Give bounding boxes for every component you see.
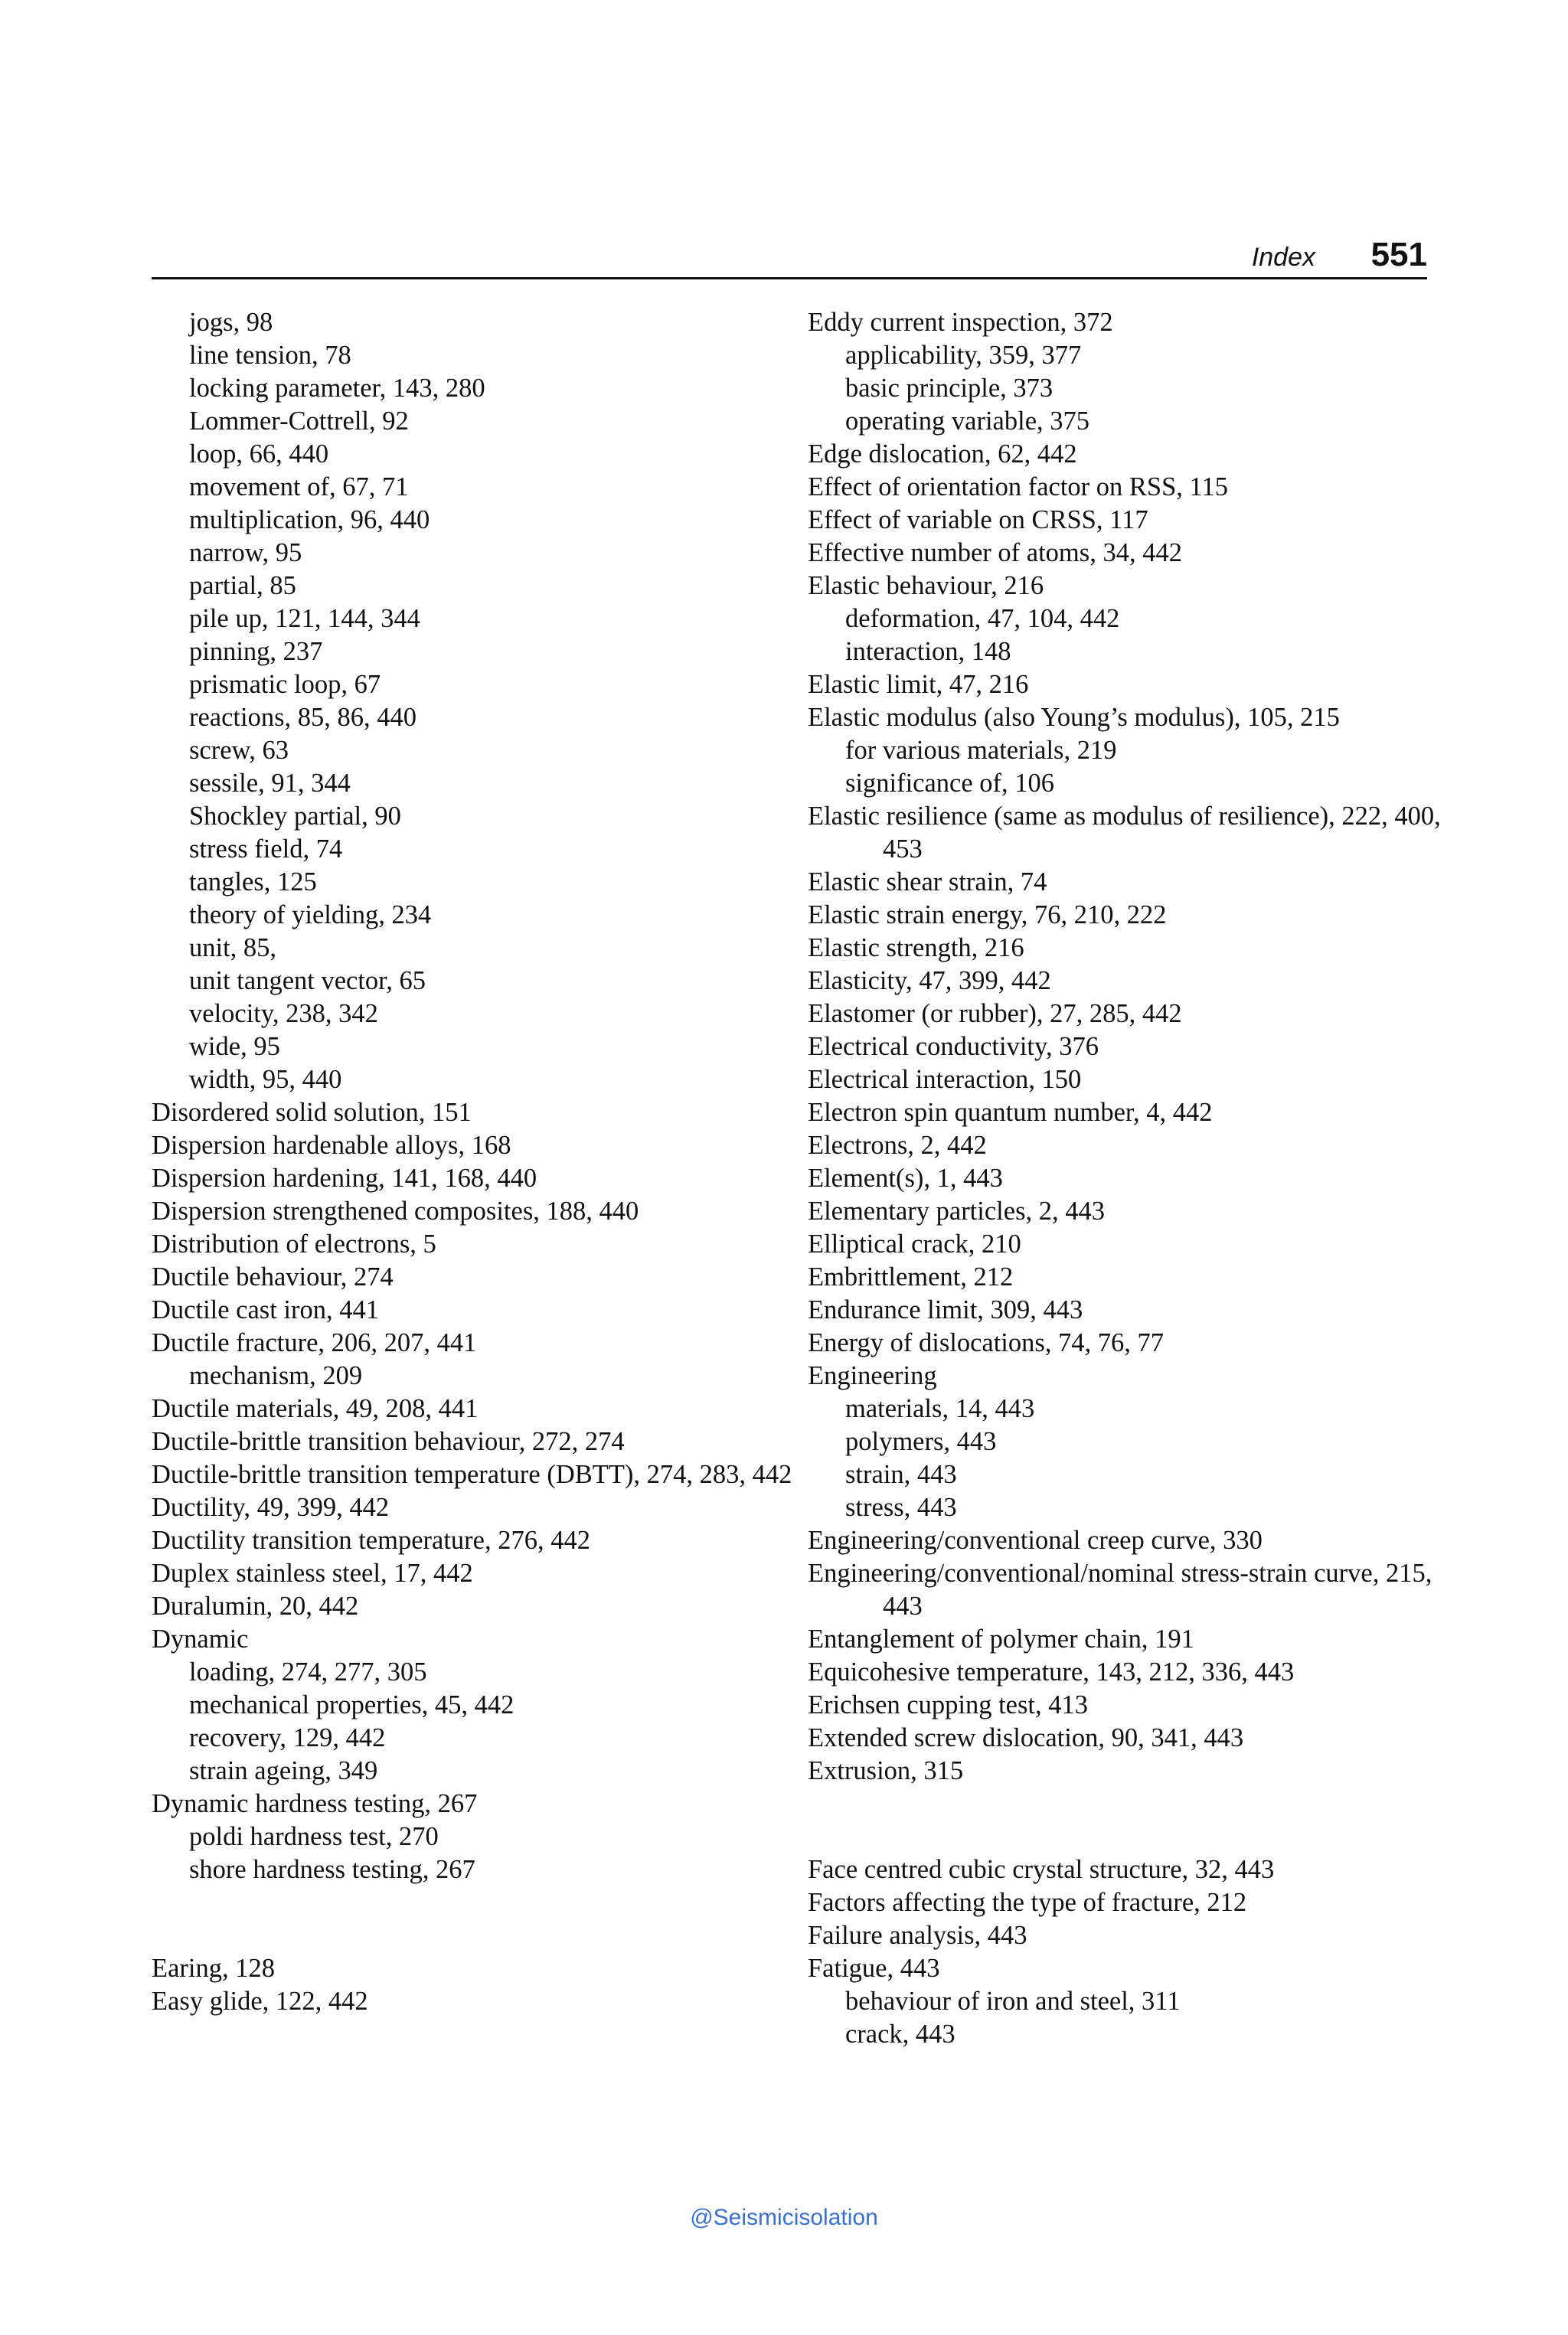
index-entry: Electrical interaction, 150 [808, 1065, 1082, 1094]
index-entry: Ductility, 49, 399, 442 [152, 1493, 390, 1522]
index-entry: Elastic shear strain, 74 [808, 867, 1047, 896]
index-entry: Effective number of atoms, 34, 442 [808, 538, 1182, 567]
index-entry: Dynamic hardness testing, 267 [152, 1789, 478, 1818]
index-entry: Elasticity, 47, 399, 442 [808, 966, 1051, 995]
index-subentry: multiplication, 96, 440 [189, 505, 430, 534]
index-subentry: for various materials, 219 [845, 736, 1117, 765]
index-entry: Effect of orientation factor on RSS, 115 [808, 472, 1229, 501]
index-subentry: reactions, 85, 86, 440 [189, 703, 417, 732]
index-subentry: strain ageing, 349 [189, 1756, 378, 1785]
index-subentry: materials, 14, 443 [845, 1394, 1035, 1423]
index-entry: Disordered solid solution, 151 [152, 1098, 472, 1127]
index-subentry: behaviour of iron and steel, 311 [845, 1987, 1181, 2016]
index-subentry: narrow, 95 [189, 538, 302, 567]
index-entry: Elliptical crack, 210 [808, 1230, 1021, 1259]
index-entry: Ductile behaviour, 274 [152, 1262, 394, 1292]
index-subentry: interaction, 148 [845, 637, 1011, 666]
index-entry: Ductile materials, 49, 208, 441 [152, 1394, 479, 1423]
page-number: 551 [1370, 236, 1427, 273]
index-entry: Dynamic [152, 1625, 249, 1654]
index-entry: Electrons, 2, 442 [808, 1131, 987, 1160]
index-entry: Ductile-brittle transition behaviour, 272, 274 [152, 1427, 625, 1456]
index-entry: Earing, 128 [152, 1954, 275, 1983]
index-column-right [808, 306, 1466, 2051]
index-subentry: strain, 443 [845, 1460, 957, 1489]
index-subentry: screw, 63 [189, 736, 289, 765]
index-subentry: theory of yielding, 234 [189, 900, 432, 929]
index-subentry: pinning, 237 [189, 637, 323, 666]
index-entry: Ductile fracture, 206, 207, 441 [152, 1328, 477, 1357]
index-subentry: locking parameter, 143, 280 [189, 374, 485, 403]
watermark: @Seismicisolation [690, 2205, 878, 2230]
index-subentry: Shockley partial, 90 [189, 802, 401, 831]
index-entry: Effect of variable on CRSS, 117 [808, 505, 1148, 534]
index-subentry: deformation, 47, 104, 442 [845, 604, 1120, 633]
index-entry: Failure analysis, 443 [808, 1921, 1027, 1950]
index-entry: Factors affecting the type of fracture, 212 [808, 1888, 1247, 1917]
index-subentry: movement of, 67, 71 [189, 472, 409, 501]
index-subentry: crack, 443 [845, 2020, 956, 2049]
index-subentry: basic principle, 373 [845, 374, 1054, 403]
letter-group-gap [152, 1886, 810, 1952]
index-subentry: sessile, 91, 344 [189, 769, 351, 798]
index-entry: Embrittlement, 212 [808, 1262, 1014, 1292]
index-subentry: velocity, 238, 342 [189, 999, 378, 1028]
index-subentry: polymers, 443 [845, 1427, 997, 1456]
index-subentry: loading, 274, 277, 305 [189, 1657, 427, 1687]
header-section-label: Index [1251, 243, 1315, 272]
index-entry: Extended screw dislocation, 90, 341, 443 [808, 1723, 1244, 1752]
index-entry: Distribution of electrons, 5 [152, 1230, 436, 1259]
index-subentry: loop, 66, 440 [189, 439, 329, 469]
index-entry: Elastic strength, 216 [808, 933, 1024, 962]
index-entry: Face centred cubic crystal structure, 32, 443 [808, 1855, 1275, 1884]
index-subentry: pile up, 121, 144, 344 [189, 604, 420, 633]
index-subentry: line tension, 78 [189, 341, 351, 370]
index-entry: Engineering/conventional creep curve, 330 [808, 1526, 1263, 1555]
index-entry: Elementary particles, 2, 443 [808, 1197, 1105, 1226]
index-subentry: wide, 95 [189, 1032, 280, 1061]
index-subentry: width, 95, 440 [189, 1065, 342, 1094]
index-column-left [152, 306, 810, 2018]
index-subentry: poldi hardness test, 270 [189, 1822, 439, 1851]
letter-group-gap [808, 1788, 1466, 1853]
index-subentry: mechanical properties, 45, 442 [189, 1690, 514, 1719]
index-subentry: significance of, 106 [845, 769, 1055, 798]
index-subentry: unit, 85, [189, 933, 277, 962]
index-entry: Elastic strain energy, 76, 210, 222 [808, 900, 1167, 929]
index-entry: Duralumin, 20, 442 [152, 1592, 359, 1621]
index-entry: Engineering/conventional/nominal stress-strain curve, 215, 443 [808, 1559, 1432, 1621]
index-entry: Elastomer (or rubber), 27, 285, 442 [808, 999, 1182, 1028]
index-entry: Ductile-brittle transition temperature (DBTT), 274, 283, 442 [152, 1460, 792, 1489]
index-subentry: applicability, 359, 377 [845, 341, 1082, 370]
index-entry: Element(s), 1, 443 [808, 1164, 1003, 1193]
index-subentry: stress field, 74 [189, 834, 343, 864]
index-entry: Electron spin quantum number, 4, 442 [808, 1098, 1213, 1127]
index-subentry: prismatic loop, 67 [189, 670, 381, 699]
index-entry: Eddy current inspection, 372 [808, 308, 1113, 337]
index-entry: Energy of dislocations, 74, 76, 77 [808, 1328, 1165, 1357]
index-subentry: stress, 443 [845, 1493, 957, 1522]
index-entry: Ductility transition temperature, 276, 442 [152, 1526, 590, 1555]
index-entry: Engineering [808, 1361, 937, 1390]
index-subentry: operating variable, 375 [845, 407, 1090, 436]
index-entry: Entanglement of polymer chain, 191 [808, 1625, 1194, 1654]
index-entry: Easy glide, 122, 442 [152, 1987, 368, 2016]
index-entry: Dispersion strengthened composites, 188, 440 [152, 1197, 639, 1226]
running-header [152, 230, 1427, 279]
index-subentry: recovery, 129, 442 [189, 1723, 386, 1752]
index-subentry: partial, 85 [189, 571, 296, 600]
index-entry: Duplex stainless steel, 17, 442 [152, 1559, 473, 1588]
index-entry: Equicohesive temperature, 143, 212, 336, 443 [808, 1657, 1295, 1687]
index-entry: Edge dislocation, 62, 442 [808, 439, 1077, 469]
index-subentry: shore hardness testing, 267 [189, 1855, 475, 1884]
index-entry: Erichsen cupping test, 413 [808, 1690, 1089, 1719]
index-entry: Ductile cast iron, 441 [152, 1295, 380, 1324]
index-subentry: mechanism, 209 [189, 1361, 363, 1390]
index-entry: Fatigue, 443 [808, 1954, 940, 1983]
index-entry: Endurance limit, 309, 443 [808, 1295, 1083, 1324]
index-entry: Electrical conductivity, 376 [808, 1032, 1099, 1061]
index-entry: Dispersion hardening, 141, 168, 440 [152, 1164, 537, 1193]
index-entry: Dispersion hardenable alloys, 168 [152, 1131, 511, 1160]
index-subentry: jogs, 98 [189, 308, 273, 337]
index-entry: Elastic limit, 47, 216 [808, 670, 1029, 699]
index-entry: Elastic modulus (also Young’s modulus), 105, 215 [808, 703, 1340, 732]
index-entry: Elastic resilience (same as modulus of resilience), 222, 400, 453 [808, 802, 1441, 864]
index-subentry: tangles, 125 [189, 867, 317, 896]
index-subentry: Lommer-Cottrell, 92 [189, 407, 409, 436]
index-entry: Extrusion, 315 [808, 1756, 964, 1785]
index-subentry: unit tangent vector, 65 [189, 966, 426, 995]
index-entry: Elastic behaviour, 216 [808, 571, 1044, 600]
